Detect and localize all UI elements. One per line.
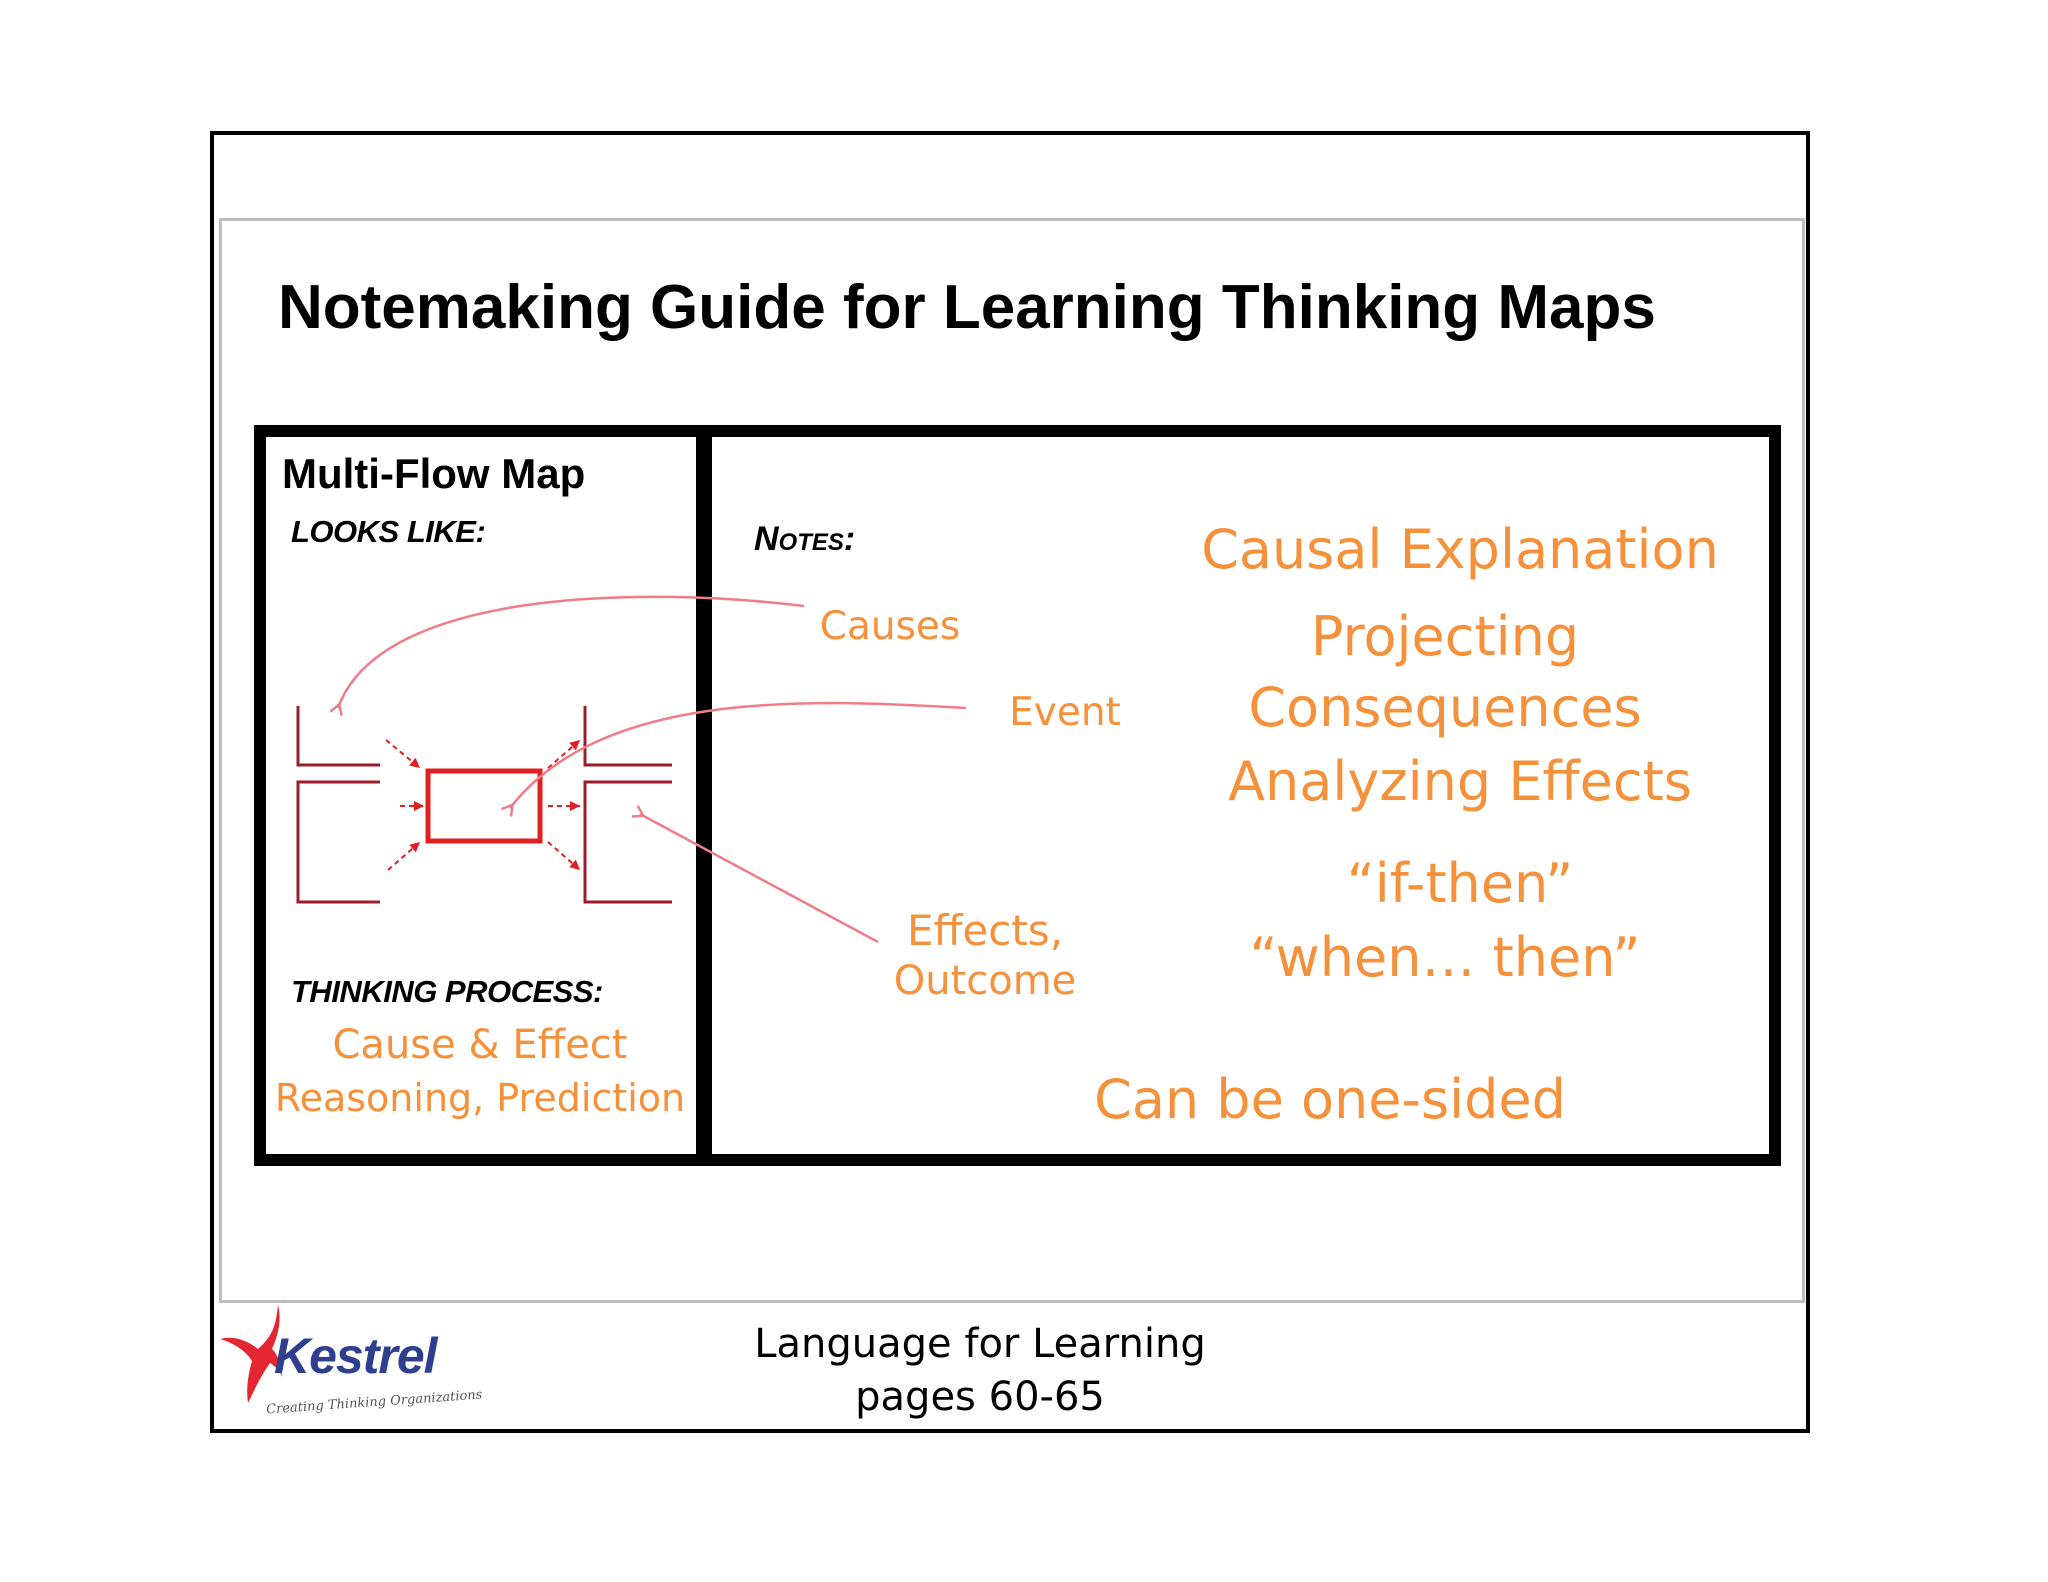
note-analyzing-effects: Analyzing Effects <box>1228 750 1692 813</box>
logo-wordmark: Kestrel <box>274 1328 437 1384</box>
thinking-process-line1: Cause & Effect <box>332 1022 628 1068</box>
logo-tagline: Creating Thinking Organizations <box>265 1387 483 1418</box>
looks-like-label: LOOKS LIKE: <box>291 514 486 549</box>
event-label: Event <box>1009 690 1121 735</box>
thinking-process-line2: Reasoning, Prediction <box>274 1076 686 1120</box>
note-when-then: “when… then” <box>1249 926 1641 989</box>
thinking-process-label: THINKING PROCESS: <box>291 974 603 1009</box>
note-consequences: Consequences <box>1248 676 1642 739</box>
page-title: Notemaking Guide for Learning Thinking Maps <box>278 273 1656 342</box>
footer-line1: Language for Learning <box>754 1321 1206 1367</box>
map-name: Multi-Flow Map <box>282 450 586 497</box>
notes-label: Notes: <box>754 520 856 558</box>
causes-label: Causes <box>819 604 961 649</box>
note-projecting: Projecting <box>1310 605 1580 668</box>
note-if-then: “if-then” <box>1346 852 1574 915</box>
footer-reference <box>700 1318 1260 1424</box>
note-one-sided: Can be one-sided <box>1094 1068 1566 1131</box>
footer-line2: pages 60-65 <box>855 1374 1105 1420</box>
effects-label: Effects, <box>906 906 1064 955</box>
outcome-label: Outcome <box>893 958 1077 1004</box>
kestrel-logo <box>218 1305 483 1430</box>
note-causal-explanation: Causal Explanation <box>1201 518 1719 581</box>
